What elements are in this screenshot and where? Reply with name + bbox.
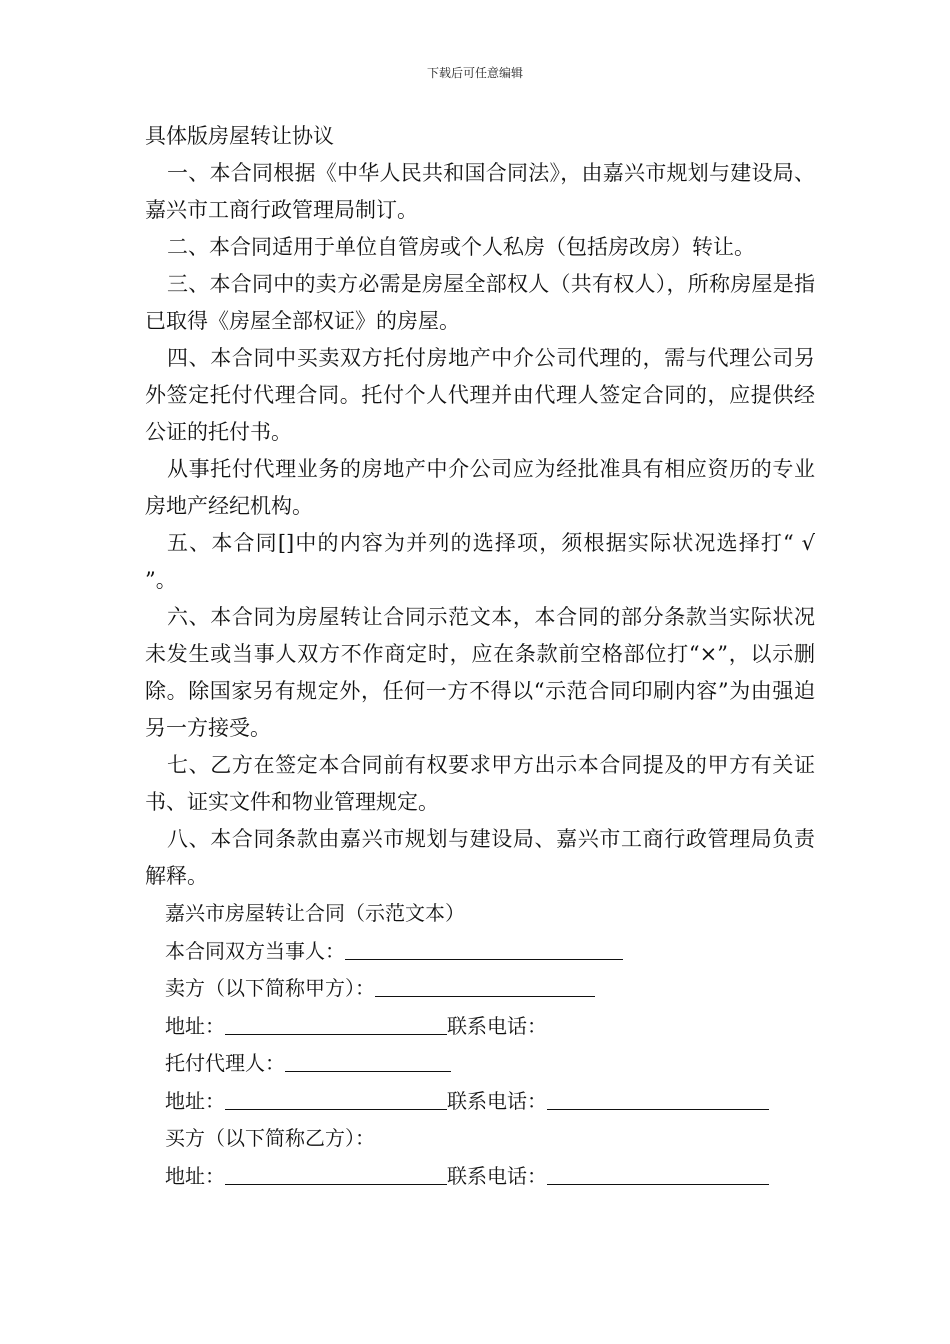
parties-label: 本合同双方当事人： [165,938,345,963]
buyer-address-line [145,1158,815,1196]
seller-address-line [145,1008,815,1046]
seller-address-label: 地址： [165,1013,225,1038]
buyer-phone-blank[interactable] [547,1162,769,1185]
paragraph-1: 一、本合同根据《中华人民共和国合同法》，由嘉兴市规划与建设局、嘉兴市工商行政管理局制订。 [145,161,815,222]
document-title: 具体版房屋转让协议 [145,124,334,148]
seller-line [145,970,815,1008]
paragraph-8: 八、本合同条款由嘉兴市规划与建设局、嘉兴市工商行政管理局负责解释。 [145,827,815,888]
buyer-phone-label: 联系电话： [447,1163,547,1188]
agent-phone-blank[interactable] [547,1087,769,1110]
agent-address-line [145,1083,815,1121]
contract-form [145,895,815,1195]
document-body [145,118,815,1195]
agent-label: 托付代理人： [165,1051,285,1075]
agent-address-blank[interactable] [225,1087,447,1110]
page-header-note: 下载后可任意编辑 [426,66,523,80]
agent-phone-label: 联系电话： [447,1088,547,1113]
contract-title [145,895,815,933]
buyer-line [145,1120,815,1158]
buyer-label: 买方（以下简称乙方）： [165,1126,375,1150]
paragraph-3: 三、本合同中的卖方必需是房屋全部权人（共有权人），所称房屋是指已取得《房屋全部权证》的房屋。 [145,272,815,333]
buyer-address-label: 地址： [165,1163,225,1188]
agent-line [145,1045,815,1083]
paragraph-4b: 从事托付代理业务的房地产中介公司应为经批准具有相应资历的专业房地产经纪机构。 [145,457,815,518]
paragraph-5: 五、本合同[]中的内容为并列的选择项，须根据实际状况选择打“ √ ”。 [145,531,815,592]
parties-line [145,933,815,971]
seller-phone-label: 联系电话： [447,1013,547,1038]
agent-blank[interactable] [285,1049,451,1072]
contract-title-text: 嘉兴市房屋转让合同（示范文本） [165,901,465,925]
parties-blank[interactable] [345,937,623,960]
paragraph-6: 六、本合同为房屋转让合同示范文本，本合同的部分条款当实际状况未发生或当事人双方不作商定时，应在条款前空格部位打“×”，以示删除。除国家另有规定外，任何一方不得以“示范合同印刷内容”为由强迫另一方接受。 [145,605,815,740]
agent-address-label: 地址： [165,1088,225,1113]
seller-blank[interactable] [375,974,595,997]
paragraph-4: 四、本合同中买卖双方托付房地产中介公司代理的，需与代理公司另外签定托付代理合同。托付个人代理并由代理人签定合同的，应提供经公证的托付书。 [145,346,815,444]
paragraph-7: 七、乙方在签定本合同前有权要求甲方出示本合同提及的甲方有关证书、证实文件和物业管理规定。 [145,753,815,814]
buyer-address-blank[interactable] [225,1162,447,1185]
seller-label: 卖方（以下简称甲方）： [165,976,375,1000]
paragraph-2: 二、本合同适用于单位自管房或个人私房（包括房改房）转让。 [167,235,755,259]
seller-address-blank[interactable] [225,1012,447,1035]
